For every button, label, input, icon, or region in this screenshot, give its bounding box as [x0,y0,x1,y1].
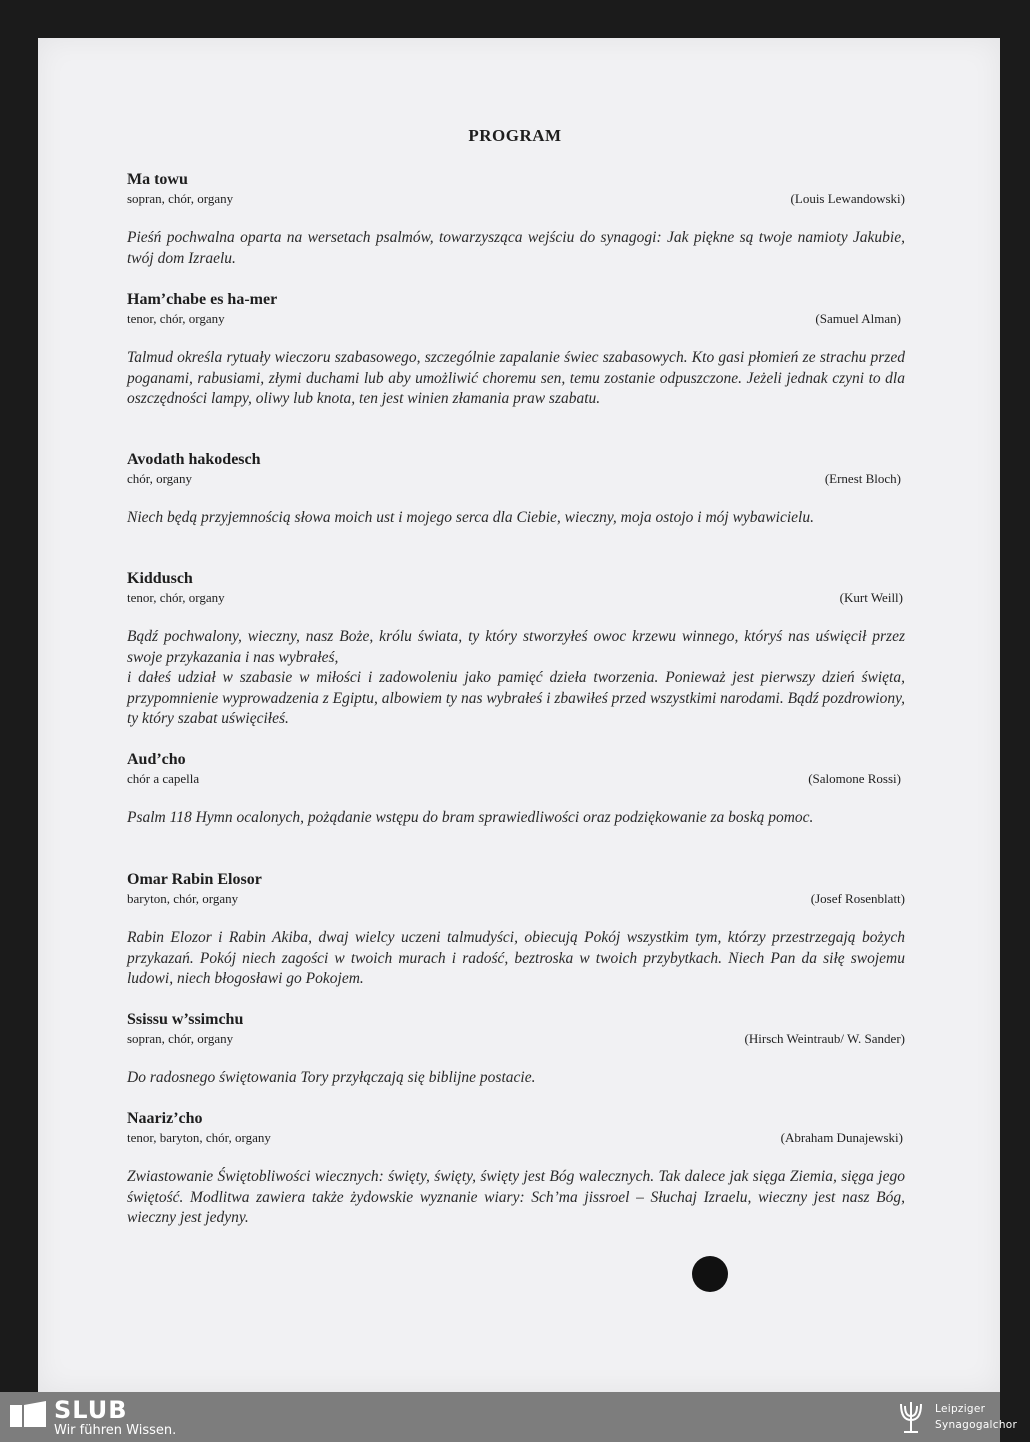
footer-bar [0,1392,1018,1442]
piece-title: Aud’cho [127,751,186,768]
program-entry [127,290,905,410]
piece-title: Avodath hakodesch [127,451,261,468]
piece-description: Talmud określa rytuały wieczoru szabasowego, szczególnie zapalanie świec szabasowych. Kto gasi płomień ze strachu przed poganami, rabusiami, złymi duchami lub aby umożliwić choremu sen, temu zostanie odpuszczone. Jeżeli jednak czyni to dla oszczędności lampy, oliwy lub knota, ten jest winien złamania praw szabatu. [127,349,905,407]
program-entry [127,870,905,990]
punch-hole [692,1256,728,1292]
piece-voices: sopran, chór, organy [127,191,234,206]
piece-composer: (Abraham Dunajewski) [780,1130,903,1145]
piece-title: Ham’chabe es ha-mer [127,291,278,308]
page-title: PROGRAM [468,126,562,145]
program-entry [127,569,905,730]
menorah-icon [896,1398,926,1436]
piece-composer: (Louis Lewandowski) [790,191,905,206]
piece-composer: (Kurt Weill) [839,590,903,605]
piece-voices: tenor, baryton, chór, organy [127,1130,271,1145]
piece-description-continued: i dałeś udział w szabasie w miłości i zadowoleniu jako pamięć dzieła tworzenia. Ponieważ jest pierwszy dzień święta, przypomnienie wyprowadzenia z Egiptu, albowiem ty nas wybrałeś i zbawiłeś przed wszystkimi narodami. Bądź pozdrowiony, ty który szabat uświęciłeś. [127,669,906,727]
piece-description: Do radosnego świętowania Tory przyłączają się biblijne postacie. [127,1069,536,1086]
piece-voices: baryton, chór, organy [127,891,239,906]
slub-brand: SLUB [54,1396,128,1424]
piece-title: Naariz’cho [127,1110,203,1127]
piece-voices: tenor, chór, organy [127,590,225,605]
piece-title: Kiddusch [127,570,193,587]
piece-voices: chór, organy [127,471,192,486]
piece-title: Ma towu [127,171,188,188]
piece-title: Omar Rabin Elosor [127,871,262,888]
choir-name-line-2: Synagogalchor [935,1419,1018,1431]
program-entry [127,170,905,269]
piece-description: Pieśń pochwalna oparta na wersetach psalmów, towarzysząca wejściu do synagogi: Jak piękne są twoje namioty Jakubie, twój dom Izraelu. [127,229,905,267]
piece-voices: sopran, chór, organy [127,1031,234,1046]
piece-composer: (Hirsch Weintraub/ W. Sander) [744,1031,905,1046]
piece-composer: (Ernest Bloch) [824,471,901,486]
piece-description: Rabin Elozor i Rabin Akiba, dwaj wielcy uczeni talmudyści, obiecują Pokój wszystkim tym, którzy przestrzegają bożych przykazań. Pokój niech zagości w twoich murach i radość, beztroska w twoich przybytkach. Niech Pan da siłę swojemu ludowi, niech błogosławi go Pokojem. [127,929,905,987]
choir-name [935,1401,1017,1433]
piece-description: Bądź pochwalony, wieczny, nasz Boże, królu świata, ty który stworzyłeś owoc krzewu winnego, któryś nas uświęcił przez swoje przykazania i nas wybrałeś, [127,628,905,666]
piece-voices: chór a capella [127,771,200,786]
program-entry [127,450,905,529]
piece-description: Niech będą przyjemnością słowa moich ust i mojego serca dla Ciebie, wieczny, moja ostojo i mój wybawicielu. [127,509,814,526]
piece-description: Zwiastowanie Świętobliwości wiecznych: święty, święty, święty jest Bóg walecznych. Tak dalece jak sięga Ziemia, sięga jego świętość. Modlitwa zawiera także żydowskie wyznanie wiary: Sch’ma jissroel – Słuchaj Izraelu, wieczny jest nasz Bóg, wieczny jest jedyny. [127,1168,905,1226]
piece-composer: (Samuel Alman) [815,311,901,326]
piece-composer: (Josef Rosenblatt) [810,891,905,906]
slub-tagline: Wir führen Wissen. [54,1423,177,1438]
choir-name-line-1: Leipziger [935,1403,986,1415]
piece-title: Ssissu w’ssimchu [127,1011,244,1028]
piece-composer: (Salomone Rossi) [808,771,901,786]
piece-voices: tenor, chór, organy [127,311,225,326]
piece-description: Psalm 118 Hymn ocalonych, pożądanie wstępu do bram sprawiedliwości oraz podziękowanie za boską pomoc. [127,809,814,826]
program-entry [127,750,905,829]
program-entry [127,1010,905,1089]
program-entry [127,1109,905,1229]
book-icon [10,1401,46,1431]
